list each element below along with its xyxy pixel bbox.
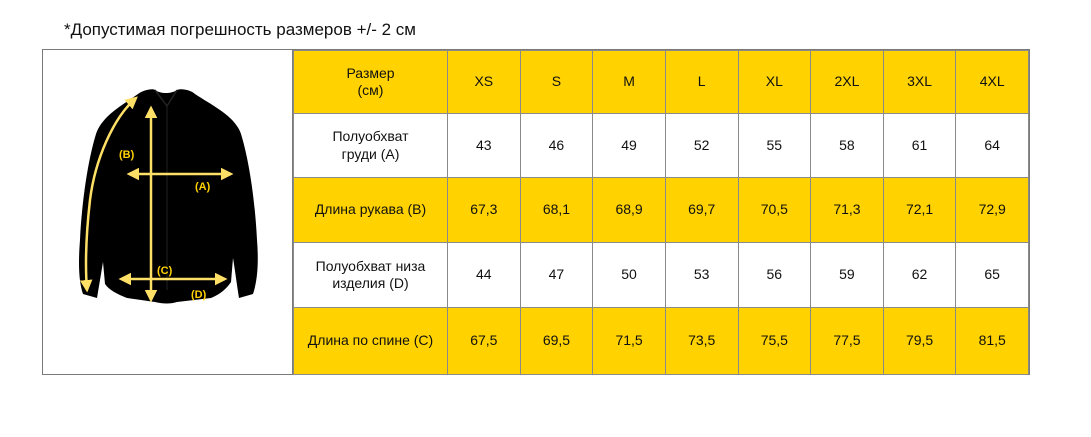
table-row [294, 178, 1029, 243]
table-cell: 43 [448, 114, 521, 178]
table-row [294, 308, 1029, 375]
table-cell: 55 [738, 114, 811, 178]
size-m: M [593, 51, 666, 114]
label-c: (C) [157, 265, 173, 277]
table-cell: 71,5 [593, 308, 666, 375]
row-label-back: Длина по спине (С) [294, 308, 448, 375]
table-cell: 79,5 [883, 308, 956, 375]
table-cell: 81,5 [956, 308, 1029, 375]
table-cell: 58 [811, 114, 884, 178]
size-l: L [665, 51, 738, 114]
table-cell: 61 [883, 114, 956, 178]
header-label: Размер (см) [294, 51, 448, 114]
table-row [294, 243, 1029, 308]
table-cell: 52 [665, 114, 738, 178]
row-label-chest: Полуобхват груди (А) [294, 114, 448, 178]
table-row [294, 114, 1029, 178]
table-cell: 69,5 [520, 308, 593, 375]
row-label-hem: Полуобхват низа изделия (D) [294, 243, 448, 308]
table-cell: 72,1 [883, 178, 956, 243]
table-cell: 67,3 [448, 178, 521, 243]
table-cell: 75,5 [738, 308, 811, 375]
table-cell: 47 [520, 243, 593, 308]
size-2xl: 2XL [811, 51, 884, 114]
table-cell: 72,9 [956, 178, 1029, 243]
label-b: (B) [119, 149, 135, 161]
label-d: (D) [191, 289, 207, 301]
row-label-sleeve: Длина рукава (В) [294, 178, 448, 243]
size-xs: XS [448, 51, 521, 114]
table-cell: 68,1 [520, 178, 593, 243]
size-table [293, 50, 1029, 375]
header-row [294, 51, 1029, 114]
table-cell: 53 [665, 243, 738, 308]
size-xl: XL [738, 51, 811, 114]
table-cell: 71,3 [811, 178, 884, 243]
table-cell: 73,5 [665, 308, 738, 375]
shirt-measurement-diagram [43, 50, 293, 374]
table-cell: 59 [811, 243, 884, 308]
table-cell: 65 [956, 243, 1029, 308]
table-cell: 49 [593, 114, 666, 178]
label-a: (A) [195, 181, 211, 193]
size-3xl: 3XL [883, 51, 956, 114]
table-cell: 62 [883, 243, 956, 308]
table-cell: 50 [593, 243, 666, 308]
table-cell: 70,5 [738, 178, 811, 243]
garment-diagram [43, 50, 293, 374]
table-cell: 69,7 [665, 178, 738, 243]
table-cell: 46 [520, 114, 593, 178]
size-s: S [520, 51, 593, 114]
size-4xl: 4XL [956, 51, 1029, 114]
table-cell: 67,5 [448, 308, 521, 375]
table-cell: 64 [956, 114, 1029, 178]
table-cell: 77,5 [811, 308, 884, 375]
table-cell: 68,9 [593, 178, 666, 243]
table-cell: 56 [738, 243, 811, 308]
tolerance-note: *Допустимая погрешность размеров +/- 2 см [64, 20, 416, 39]
table-cell: 44 [448, 243, 521, 308]
